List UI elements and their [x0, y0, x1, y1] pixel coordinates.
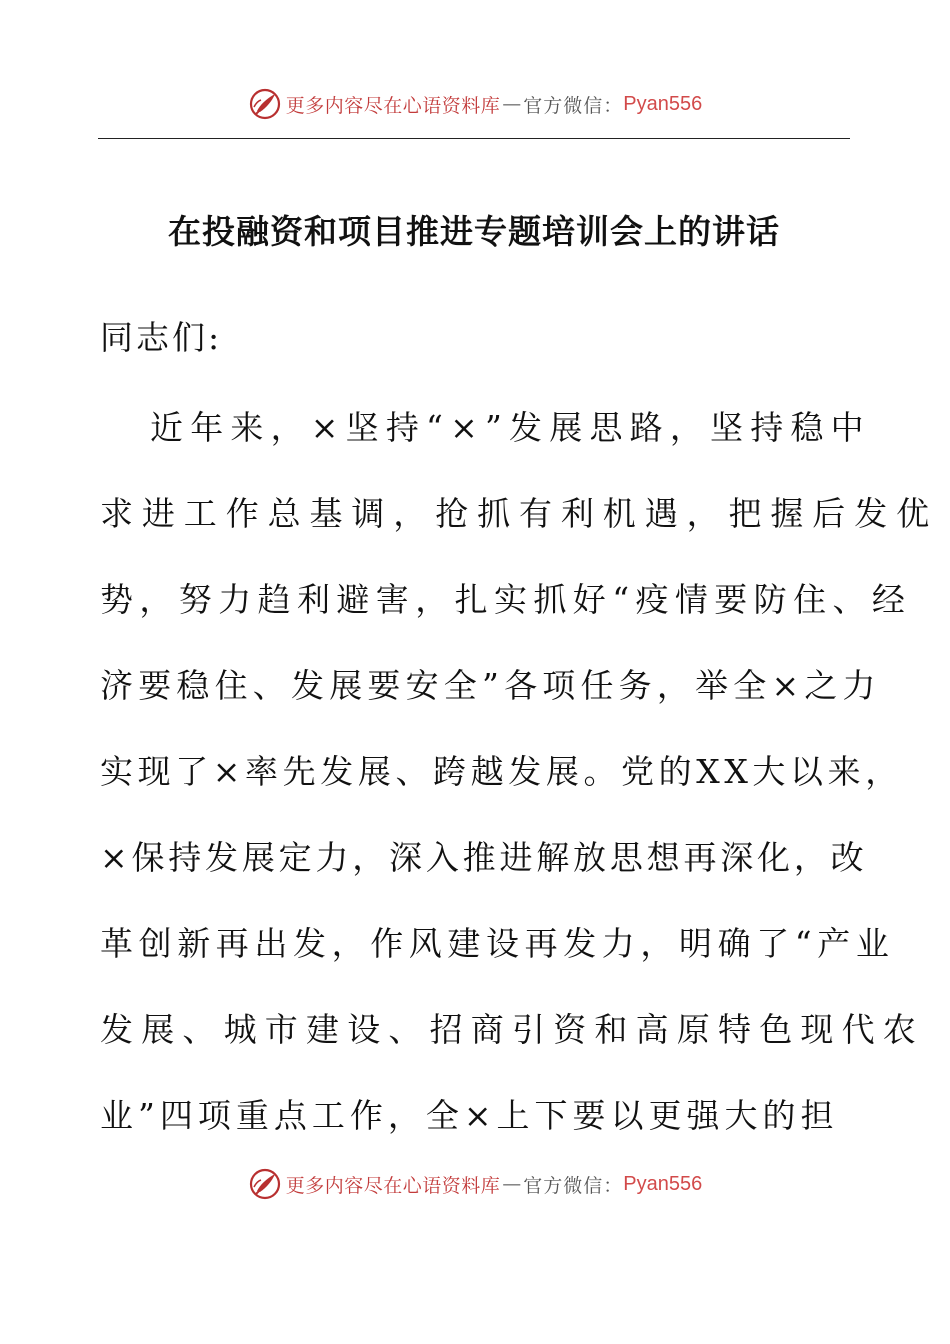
header-divider	[98, 138, 850, 139]
watermark-wechat-id: Pyan556	[623, 1172, 703, 1195]
paragraph-line: 革创新再出发，作风建设再发力，明确了“产业	[100, 924, 895, 963]
header-watermark	[0, 84, 950, 124]
paragraph-line: 势，努力趋利避害，扎实抓好“疫情要防住、经	[100, 580, 912, 619]
paragraph-line: 济要稳住、发展要安全”各项任务，举全×之力	[100, 666, 881, 705]
watermark-label: 官方微信：	[523, 94, 624, 117]
footer-watermark	[0, 1164, 950, 1204]
paragraph-line: 业”四项重点工作，全×上下要以更强大的担	[100, 1096, 839, 1135]
quill-pen-logo-icon	[248, 1167, 282, 1201]
watermark-label: 官方微信：	[523, 1174, 624, 1197]
watermark-separator: —	[502, 1173, 522, 1195]
greeting: 同志们:	[100, 318, 223, 357]
watermark-separator: —	[502, 93, 522, 115]
paragraph-line: 实现了×率先发展、跨越发展。党的XX大以来，	[100, 752, 903, 791]
watermark-text: 更多内容尽在心语资料库	[285, 94, 501, 117]
paragraph-line: 发展、城市建设、招商引资和高原特色现代农	[100, 1010, 924, 1049]
watermark-wechat-id: Pyan556	[623, 92, 703, 115]
paragraph-line: ×保持发展定力，深入推进解放思想再深化，改	[100, 838, 868, 877]
paragraph-line: 求进工作总基调，抢抓有利机遇，把握后发优	[100, 494, 938, 533]
quill-pen-logo-icon	[248, 87, 282, 121]
paragraph-line: 近年来，×坚持“×”发展思路，坚持稳中	[150, 408, 871, 447]
watermark-text: 更多内容尽在心语资料库	[285, 1174, 501, 1197]
body-paragraph	[100, 398, 938, 1172]
document-title: 在投融资和项目推进专题培训会上的讲话	[168, 212, 780, 251]
